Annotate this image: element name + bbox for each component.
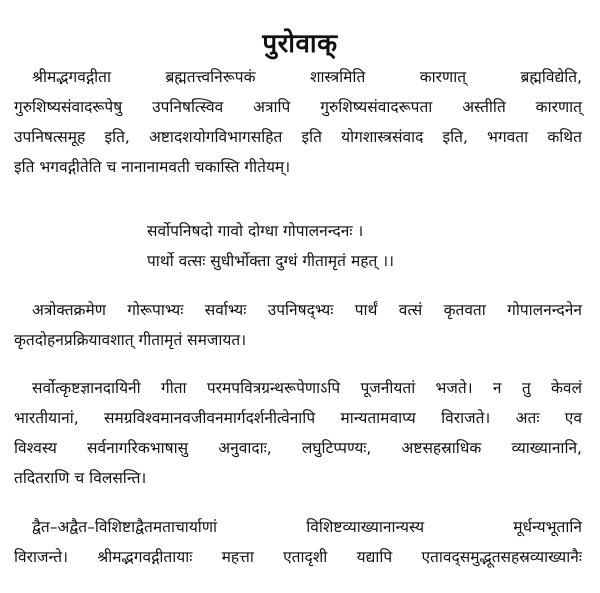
paragraph-1-line-1: श्रीमद्भगवद्गीता ब्रह्मतत्त्वनिरूपकं शास्त्रमिति कारणात् ब्रह्मविद्येति, [32,68,582,86]
paragraph-2-line-1: अत्रोक्तक्रमेण गोरूपाभ्यः सर्वाभ्यः उपनिषद्भ्यः पार्थं वत्सं कृतवता गोपालनन्दनेन [32,301,582,319]
paragraph-1-line-2: गुरुशिष्यसंवादरूपेषु उपनिषत्स्विव अत्रापि गुरुशिष्यसंवादरूपता अस्तीति कारणात् [14,98,582,116]
verse-line-1: सर्वोपनिषदो गावो दोग्धा गोपालनन्दनः । [147,222,364,240]
paragraph-3-line-3: विश्वस्य सर्वनागरिकभाषासु अनुवादाः, लघुटिप्पण्यः, अष्टसहस्राधिक व्याख्यानानि, [14,439,582,457]
paragraph-1-line-4: इति भगवद्गीतेति च नानानामवती चकास्ति गीतेयम्। [14,158,291,176]
paragraph-4-line-2: विराजन्ते। श्रीमद्भगवद्गीतायाः महत्ता एतादृशी यद्यापि एतावद्समुद्भूतसहस्रव्याख्यानैः [14,548,582,566]
paragraph-1-line-3: उपनिषत्समूह इति, अष्टादशयोगविभागसहित इति योगशास्त्रसंवाद इति, भगवता कथित [14,128,582,146]
paragraph-3-line-1: सर्वोत्कृष्टज्ञानदायिनी गीता परमपवित्रग्रन्थरूपेणाऽपि पूजनीयतां भजते। न तु केवलं [32,379,582,397]
paragraph-3-line-2: भारतीयानां, समग्रविश्वमानवजीवनमार्गदर्शनीत्वेनापि मान्यतामवाप्य विराजते। अतः एव [14,409,582,427]
verse-line-2: पार्थो वत्सः सुधीर्भोक्ता दुग्धं गीतामृतं महत् ।। [147,252,394,270]
paragraph-4-line-1: द्वैत–अद्वैत–विशिष्टाद्वैतमताचार्याणां विशिष्टव्याख्यानान्यस्य मूर्धन्यभूतानि [32,518,582,536]
paragraph-2-line-2: कृतदोहनप्रक्रियावशात् गीतामृतं समजायत। [14,331,247,349]
page-title: पुरोवाक् [262,29,338,59]
paragraph-3-line-4: तदितराणि च विलसन्ति। [14,469,147,487]
